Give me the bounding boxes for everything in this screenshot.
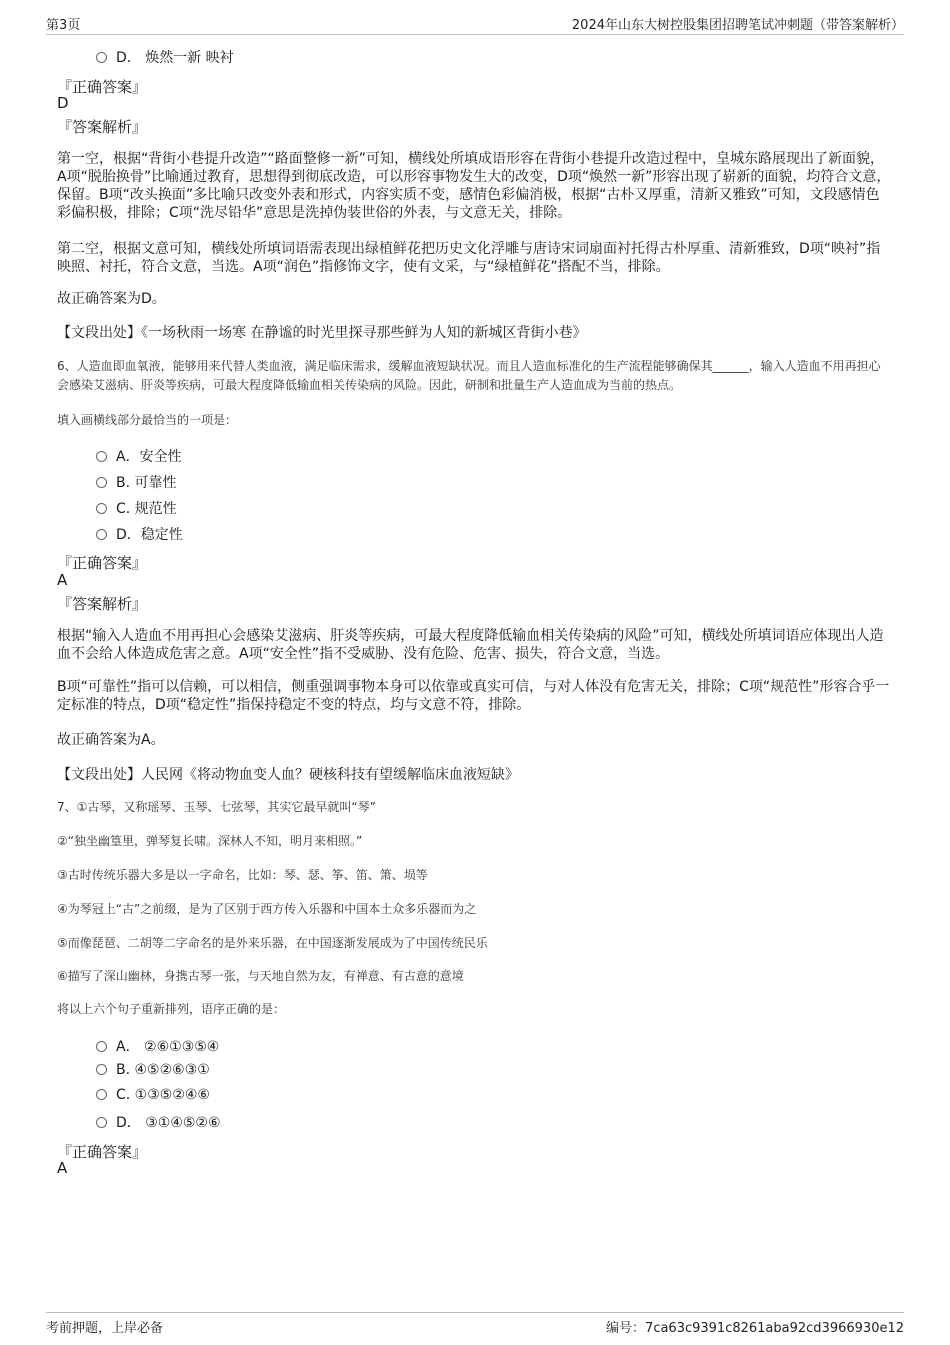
q7-option-b[interactable]: B. ④⑤②⑥③① — [96, 1062, 210, 1078]
q5-answer: D — [57, 94, 69, 112]
q7-option-a[interactable]: A． ②⑥①③⑤④ — [96, 1036, 219, 1056]
q7-sentence-6: ⑥描写了深山幽林，身携古琴一张，与天地自然为友，有禅意、有古意的意境 — [57, 969, 464, 983]
q7-sentence-5: ⑤而像琵琶、二胡等二字命名的是外来乐器，在中国逐渐发展成为了中国传统民乐 — [57, 936, 488, 950]
q5-analysis-p2: 第二空，根据文意可知，横线处所填词语需表现出绿植鲜花把历史文化浮雕与唐诗宋词扇面衬托得古朴厚重、清新雅致，D项“映衬”指映照、衬托，符合文意，当选。A项“润色”指修饰文字，使有文采，与“绿植鲜花”搭配不当，排除。 — [57, 241, 881, 275]
radio-icon[interactable] — [96, 1064, 107, 1075]
q6-answer-label: 『正确答案』 — [57, 554, 148, 572]
q7-option-c[interactable]: C. ①③⑤②④⑥ — [96, 1087, 210, 1103]
document-id: 编号：7ca63c9391c8261aba92cd3966930e12 — [606, 1321, 904, 1336]
q7-prompt: 将以上六个句子重新排列，语序正确的是： — [57, 1002, 286, 1016]
q6-prompt: 填入画横线部分最恰当的一项是： — [57, 413, 238, 427]
q5-analysis-p3: 故正确答案为D。 — [57, 291, 166, 307]
radio-icon[interactable] — [96, 1089, 107, 1100]
q6-option-b[interactable]: B. 可靠性 — [96, 472, 177, 492]
radio-icon[interactable] — [96, 529, 107, 540]
q6-analysis-label: 『答案解析』 — [57, 595, 148, 613]
radio-icon[interactable] — [96, 503, 107, 514]
q5-analysis-label: 『答案解析』 — [57, 118, 148, 136]
q6-source: 【文段出处】人民网《将动物血变人血？硬核科技有望缓解临床血液短缺》 — [57, 767, 519, 783]
radio-icon[interactable] — [96, 52, 107, 63]
page-header — [46, 14, 904, 35]
q6-answer: A — [57, 571, 68, 589]
q7-sentence-1: 7、①古琴，又称瑶琴、玉琴、七弦琴，其实它最早就叫“琴” — [57, 800, 376, 814]
q6-analysis-p1: 根据“输入人造血不用再担心会感染艾滋病、肝炎等疾病，可最大程度降低输血相关传染病的风险”可知，横线处所填词语应体现出人造血不会给人体造成危害之意。A项“安全性”指不受威胁、没有危险、危害、损失，符合文意，当选。 — [57, 628, 884, 662]
radio-icon[interactable] — [96, 1117, 107, 1128]
q7-sentence-4: ④为琴冠上“古”之前缀，是为了区别于西方传入乐器和中国本土众多乐器而为之 — [57, 902, 477, 916]
q5-analysis-p1: 第一空，根据“背街小巷提升改造”“路面整修一新”可知，横线处所填成语形容在背街小巷提升改造过程中，皇城东路展现出了新面貌，A项“脱胎换骨”比喻通过教育，思想得到彻底改造，可以形容事物发生大的改变，D项“焕然一新”形容出现了崭新的面貌，均符合文意，保留。B项“改头换面”多比喻只改变外表和形式，内容实质不变，感情色彩偏消极，根据“古朴又厚重，清新又雅致”可知，文段感情色彩偏积极，排除；C项“洗尽铅华”意思是洗掉伪装世俗的外表，与文意无关，排除。 — [57, 151, 891, 221]
radio-icon[interactable] — [96, 1041, 107, 1052]
q7-option-d[interactable]: D． ③①④⑤②⑥ — [96, 1112, 221, 1132]
page-number: 第3页 — [46, 18, 81, 33]
radio-icon[interactable] — [96, 477, 107, 488]
footer-slogan: 考前押题，上岸必备 — [46, 1321, 164, 1336]
q7-answer-label: 『正确答案』 — [57, 1143, 148, 1161]
page-footer — [46, 1312, 904, 1337]
q6-analysis-p3: 故正确答案为A。 — [57, 732, 165, 748]
q5-answer-label: 『正确答案』 — [57, 78, 148, 96]
q6-option-a[interactable]: A．安全性 — [96, 446, 182, 466]
q6-stem: 6、人造血即血氧液，能够用来代替人类血液，满足临床需求，缓解血液短缺状况。而且人造血标准化的生产流程能够确保其______，输入人造血不用再担心会感染艾滋病、肝炎等疾病，可最大程度降低输血相关传染病的风险。因此，研制和批量生产人造血成为当前的热点。 — [57, 359, 881, 392]
document-title: 2024年山东大树控股集团招聘笔试冲刺题（带答案解析） — [571, 18, 904, 33]
q7-sentence-3: ③古时传统乐器大多是以一字命名，比如：琴、瑟、筝、笛、箫、埙等 — [57, 868, 428, 882]
q7-sentence-2: ②“独坐幽篁里，弹琴复长啸。深林人不知，明月来相照。” — [57, 834, 363, 848]
q6-analysis-p2: B项“可靠性”指可以信赖，可以相信，侧重强调事物本身可以依靠或真实可信，与对人体没有危害无关，排除；C项“规范性”形容合乎一定标准的特点，D项“稳定性”指保持稳定不变的特点，均与文意不符，排除。 — [57, 679, 890, 713]
q6-option-d[interactable]: D．稳定性 — [96, 524, 183, 544]
q5-source: 【文段出处】《一场秋雨一场寒 在静谧的时光里探寻那些鲜为人知的新城区背街小巷》 — [57, 325, 587, 341]
q6-option-c[interactable]: C. 规范性 — [96, 498, 177, 518]
radio-icon[interactable] — [96, 451, 107, 462]
q7-answer: A — [57, 1159, 68, 1177]
q5-option-d[interactable]: D． 焕然一新 映衬 — [96, 47, 234, 67]
